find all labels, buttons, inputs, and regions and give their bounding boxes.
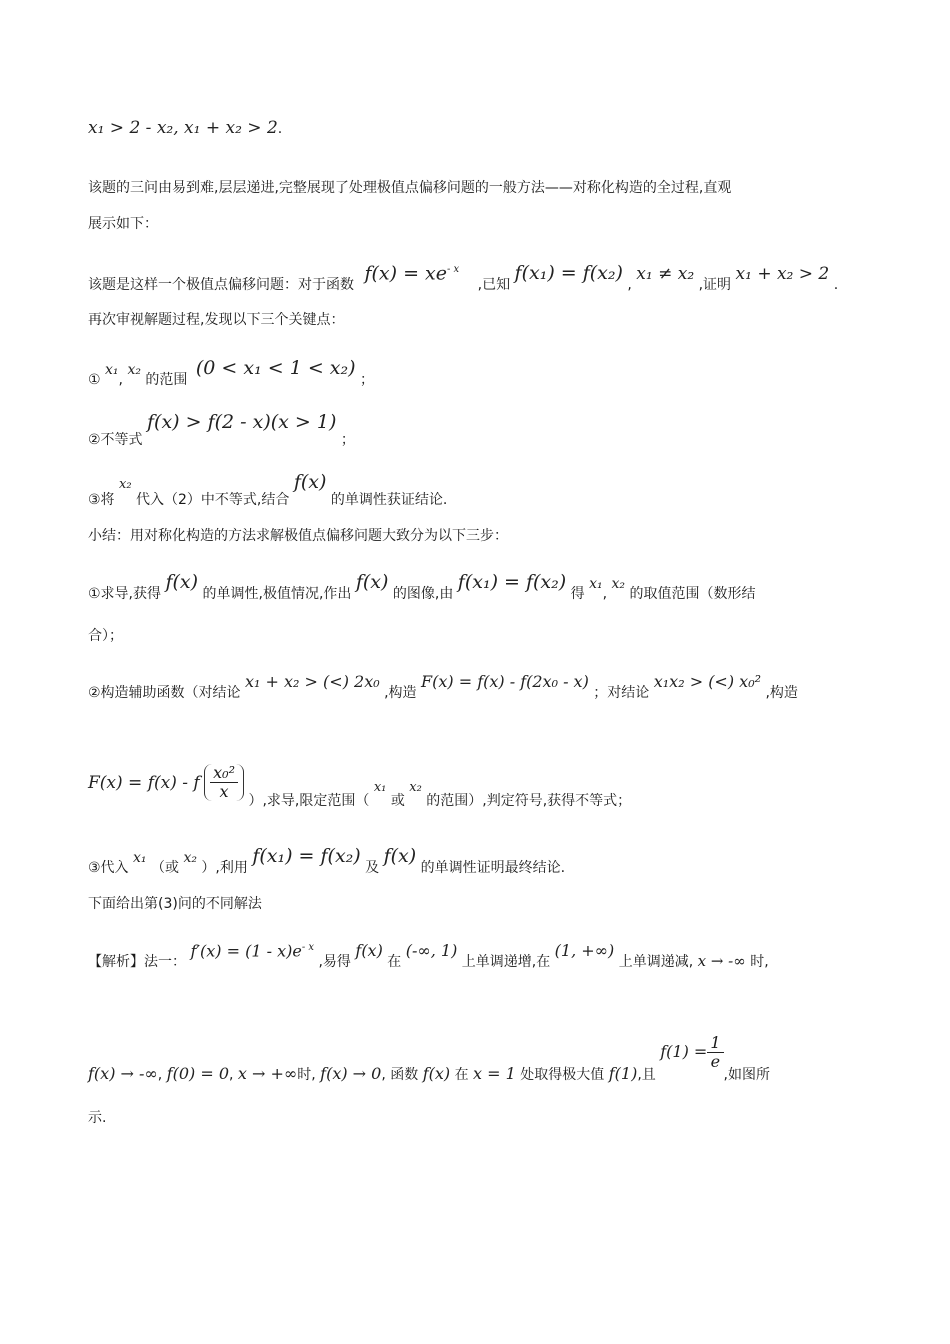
text-segment: . bbox=[833, 277, 839, 294]
math-x-equals-1: x = 1 bbox=[473, 1063, 516, 1083]
text-segment: ； bbox=[340, 432, 355, 448]
math-limit-minus-inf: x → -∞ bbox=[697, 952, 746, 971]
summary-step-1 bbox=[88, 571, 862, 604]
math-aux-function-sum: F(x) = f(x) - f(2x₀ - x) bbox=[421, 672, 589, 691]
math-x2: x₂ bbox=[611, 576, 626, 592]
math-not-equal: x₁ ≠ x₂ bbox=[636, 264, 695, 285]
text-segment: 及 bbox=[365, 860, 380, 876]
math-equal-values: f(x₁) = f(x₂) bbox=[457, 571, 567, 593]
text-segment: 上单调递减, bbox=[618, 954, 694, 971]
math-key-inequality: f(x) > f(2 - x)(x > 1) bbox=[147, 411, 337, 433]
text-segment: ,构造 bbox=[765, 685, 798, 701]
text-segment: 代入（2）中不等式,结合 bbox=[136, 492, 290, 508]
math-limit-plus-inf: x → +∞ bbox=[237, 1063, 298, 1083]
line-inequality bbox=[88, 118, 862, 139]
summary-heading: 小结：用对称化构造的方法求解极值点偏移问题大致分为以下三步： bbox=[88, 528, 508, 544]
math-equal-values: f(x₁) = f(x₂) bbox=[252, 845, 361, 867]
math-x1: x₁ bbox=[589, 576, 603, 592]
math-interval-decreasing: (1, +∞) bbox=[554, 941, 615, 961]
paragraph-review: 再次审视解题过程,发现以下三个关键点： bbox=[88, 312, 345, 328]
text-segment: ,易得 bbox=[318, 954, 351, 971]
math-f-zero: f(0) = 0 bbox=[166, 1063, 229, 1083]
text-segment: ,证明 bbox=[698, 277, 732, 294]
text-segment: 的范围 bbox=[145, 372, 188, 388]
text-segment: ,构造 bbox=[384, 685, 417, 701]
math-fx: f(x) bbox=[422, 1063, 451, 1083]
text-segment: 时, bbox=[750, 954, 769, 971]
math-f-one: f(1) bbox=[608, 1063, 638, 1083]
text-segment: 时, bbox=[297, 1066, 316, 1083]
math-derivative: $f'(x) = (1 - x)e^{- x}$ bbox=[190, 941, 315, 961]
key-point-1 bbox=[88, 357, 862, 390]
text-segment: 在 bbox=[387, 954, 402, 971]
text-segment: ③将 bbox=[88, 492, 115, 508]
summary-step-2-cont bbox=[88, 764, 862, 808]
text-segment: ）,求导,限定范围（ bbox=[248, 792, 370, 809]
text-segment: 上单调递增,在 bbox=[461, 954, 551, 971]
problem-statement bbox=[88, 262, 862, 295]
math-limit-zero: f(x) → 0 bbox=[320, 1063, 382, 1083]
math-product-condition: x₁x₂ > (<) x₀² bbox=[653, 672, 762, 691]
math-fraction-1-over-e bbox=[707, 1034, 723, 1071]
text-segment: （或 bbox=[150, 860, 179, 876]
text-segment: ,且 bbox=[637, 1066, 656, 1083]
summary-step-3 bbox=[88, 845, 862, 878]
math-function-def: $f(x) = xe^{- x}$ bbox=[364, 262, 460, 285]
marker-1: ① bbox=[88, 372, 101, 388]
text-segment: 的图像,由 bbox=[392, 586, 454, 602]
math-fx: f(x) bbox=[383, 845, 417, 867]
text-segment: ,如图所 bbox=[723, 1066, 770, 1083]
math-limit-value: f(x) → -∞ bbox=[88, 1063, 158, 1083]
text-segment: , bbox=[627, 277, 632, 294]
solution-method-1 bbox=[88, 941, 862, 972]
paragraph-intro-line1: 该题的三问由易到难,层层递进,完整展现了处理极值点偏移问题的一般方法——对称化构造的全过程,直观 bbox=[88, 180, 732, 196]
math-equal-values: f(x₁) = f(x₂) bbox=[514, 262, 623, 285]
fraction-denominator: x bbox=[219, 782, 229, 801]
text-segment: ；对结论 bbox=[593, 685, 650, 701]
text-segment: 的取值范围（数形结 bbox=[629, 586, 756, 602]
math-x1: x₁ bbox=[373, 779, 387, 795]
text-segment: , bbox=[602, 586, 608, 602]
solution-method-1-end: 示. bbox=[88, 1110, 107, 1126]
text-segment: 在 bbox=[454, 1066, 469, 1083]
fraction-numerator: 1 bbox=[707, 1034, 723, 1053]
key-point-2 bbox=[88, 411, 862, 450]
text-segment: ,已知 bbox=[477, 277, 511, 294]
key-point-3 bbox=[88, 471, 862, 511]
text-segment: , bbox=[229, 1066, 234, 1083]
math-x2: x₂ bbox=[409, 779, 422, 795]
text-segment: 的单调性获证结论. bbox=[330, 492, 448, 508]
text-segment: ②不等式 bbox=[88, 432, 143, 448]
math-x1: x₁ bbox=[105, 362, 119, 378]
text-segment: ； bbox=[359, 372, 374, 388]
text-segment: ②构造辅助函数（对结论 bbox=[88, 685, 241, 701]
text-segment: ）,利用 bbox=[201, 860, 248, 876]
math-fraction-paren bbox=[204, 764, 244, 801]
math-range: (0 < x₁ < 1 < x₂) bbox=[195, 357, 356, 379]
math-fx: f(x) bbox=[355, 941, 383, 961]
math-goal: x₁ + x₂ > 2 bbox=[735, 264, 830, 285]
alt-solutions-heading: 下面给出第(3)问的不同解法 bbox=[88, 896, 262, 912]
text-period: . bbox=[277, 121, 283, 137]
summary-step-1-cont: 合）； bbox=[88, 628, 123, 644]
math-aux-function-product: F(x) = f(x) - f bbox=[88, 772, 200, 793]
fraction-denominator: e bbox=[710, 1052, 721, 1071]
math-sum-condition: x₁ + x₂ > (<) 2x₀ bbox=[245, 672, 380, 691]
text-segment: 得 bbox=[570, 586, 585, 602]
text-segment: 【解析】法一： bbox=[88, 954, 186, 971]
fraction-numerator: x₀² bbox=[210, 764, 238, 783]
math-fx: f(x) bbox=[165, 571, 199, 593]
math-x2: x₂ bbox=[127, 362, 141, 378]
text-segment: , bbox=[157, 1066, 163, 1083]
math-inequality: x₁ > 2 - x₂, x₁ + x₂ > 2 bbox=[88, 118, 278, 138]
text-segment: 处取得极大值 bbox=[520, 1066, 605, 1083]
math-interval-increasing: (-∞, 1) bbox=[405, 941, 458, 961]
text-segment: 或 bbox=[390, 792, 405, 809]
solution-method-1-cont bbox=[88, 1033, 862, 1086]
math-x2: x₂ bbox=[119, 477, 132, 492]
math-fx: f(x) bbox=[355, 571, 389, 593]
text-segment: , 函数 bbox=[381, 1066, 419, 1083]
text-segment: , bbox=[118, 372, 123, 388]
math-x2: x₂ bbox=[183, 850, 197, 866]
math-x1: x₁ bbox=[133, 850, 147, 866]
text-segment: 的范围）,判定符号,获得不等式； bbox=[426, 792, 632, 809]
text-segment: 的单调性证明最终结论. bbox=[420, 860, 566, 876]
text-segment: ①求导,获得 bbox=[88, 586, 162, 602]
text-segment: 该题是这样一个极值点偏移问题：对于函数 bbox=[88, 277, 354, 294]
math-max-value: f(1) = bbox=[660, 1041, 708, 1061]
summary-step-2 bbox=[88, 672, 862, 703]
paragraph-intro-line2: 展示如下： bbox=[88, 216, 158, 232]
math-fx: f(x) bbox=[293, 471, 327, 493]
text-segment: 的单调性,极值情况,作出 bbox=[202, 586, 352, 602]
text-segment: ③代入 bbox=[88, 860, 129, 876]
